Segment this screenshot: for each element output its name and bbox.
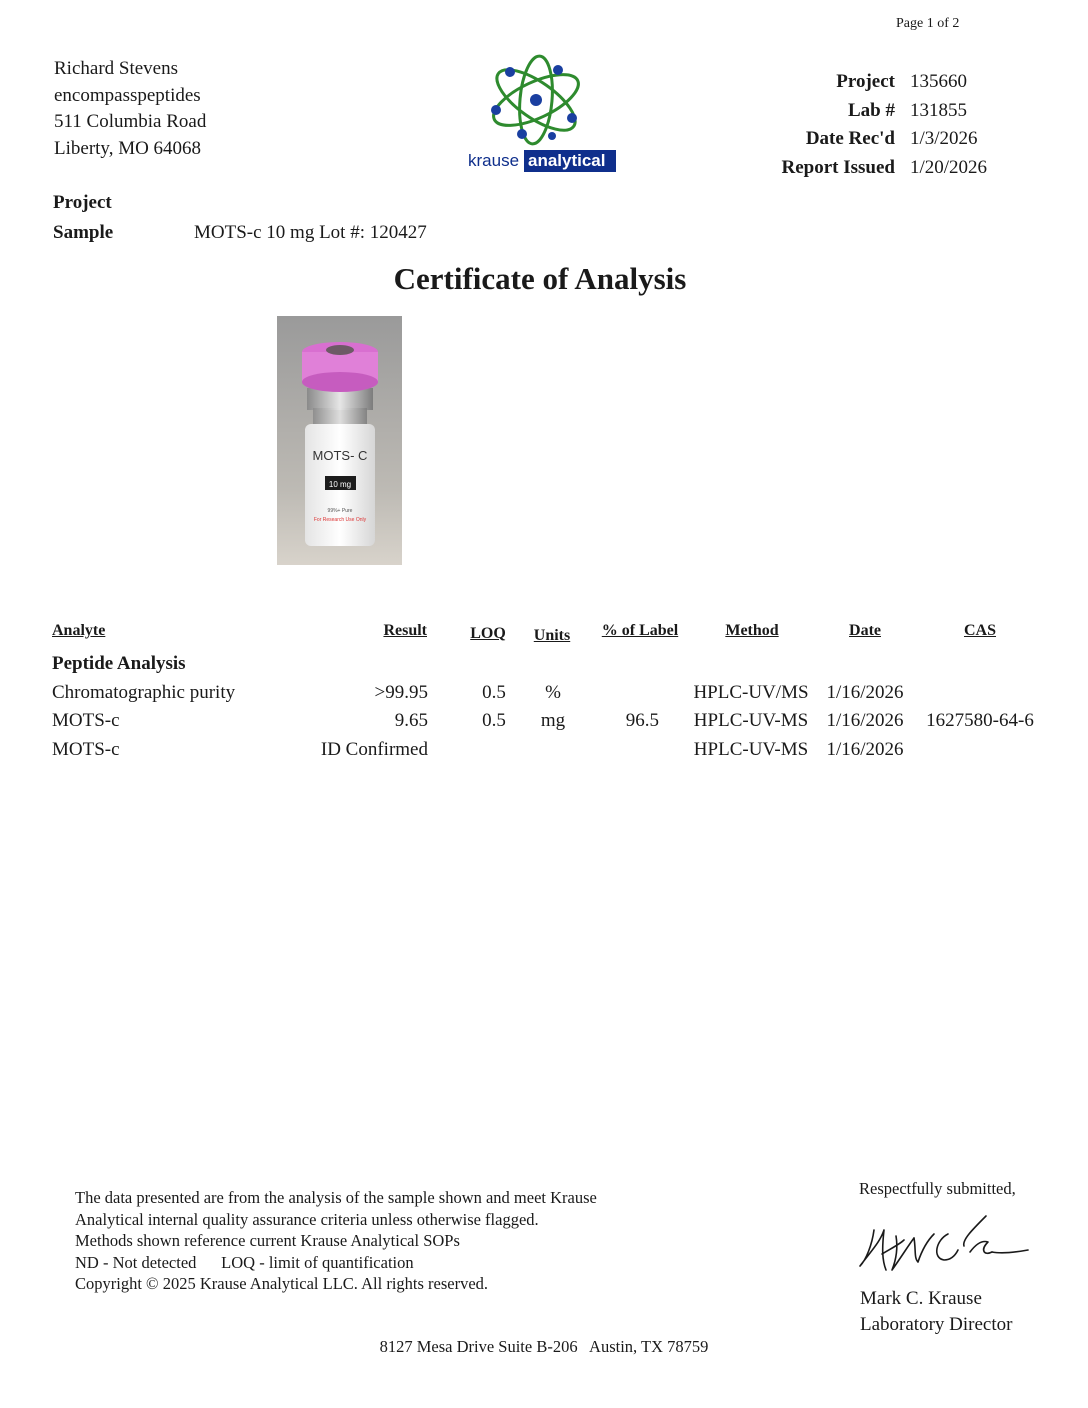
- lab-address: 8127 Mesa Drive Suite B-206 Austin, TX 78759: [379, 1337, 709, 1356]
- header-date: Date: [849, 622, 881, 639]
- header-units: Units: [533, 627, 571, 644]
- row2-units: mg: [540, 710, 566, 731]
- vial-dose-text: 10 mg: [328, 480, 352, 489]
- row2-result: 9.65: [394, 710, 428, 731]
- footer-note-line: Methods shown reference current Krause Analytical SOPs: [75, 1231, 460, 1250]
- info-row-date-received: [760, 125, 987, 154]
- info-label: Date Rec'd: [805, 128, 895, 150]
- header-percent-of-label: % of Label: [601, 622, 679, 639]
- document-title: Certificate of Analysis: [393, 261, 687, 296]
- row1-result: >99.95: [374, 682, 428, 703]
- row2-analyte: MOTS-c: [52, 710, 120, 731]
- client-street: 511 Columbia Road: [54, 111, 207, 132]
- footer-note-line: ND - Not detected LOQ - limit of quantification: [75, 1252, 414, 1272]
- header-method: Method: [725, 622, 779, 639]
- footer-note-line: The data presented are from the analysis of the sample shown and meet Krause: [75, 1188, 597, 1207]
- header-analyte: Analyte: [52, 622, 106, 639]
- info-row-lab: [760, 97, 987, 126]
- client-name: Richard Stevens: [54, 58, 179, 79]
- footer-notes: [75, 1187, 597, 1295]
- report-info: [760, 68, 987, 182]
- info-value: 131855: [910, 99, 967, 121]
- row2-method: HPLC-UV-MS: [693, 710, 809, 731]
- sample-label: Sample: [53, 222, 114, 243]
- row2-loq: 0.5: [482, 710, 506, 731]
- row1-loq: 0.5: [482, 682, 506, 703]
- info-row-report-issued: [760, 154, 987, 183]
- logo-text-analytical: analytical: [528, 151, 606, 170]
- project-label: Project: [53, 192, 112, 213]
- row3-date: 1/16/2026: [826, 739, 904, 760]
- signatory-name: Mark C. Krause: [860, 1288, 982, 1309]
- row3-analyte: MOTS-c: [52, 739, 120, 760]
- client-company: encompasspeptides: [54, 84, 201, 106]
- header-loq: LOQ: [470, 625, 506, 642]
- row1-date: 1/16/2026: [826, 682, 904, 703]
- header-result: Result: [383, 622, 427, 639]
- logo-text-krause: krause: [468, 151, 520, 170]
- info-row-project: [760, 68, 987, 97]
- sample-vial-photo: [277, 316, 402, 565]
- row2-date: 1/16/2026: [826, 710, 904, 731]
- info-value: 135660: [910, 71, 967, 93]
- page-number: Page 1 of 2: [896, 16, 960, 31]
- vial-purity-text: 99%+ Pure: [327, 508, 353, 514]
- info-value: 1/3/2026: [910, 128, 978, 150]
- info-label: Lab #: [848, 99, 895, 121]
- row1-units: %: [545, 682, 561, 703]
- row1-method: HPLC-UV/MS: [693, 682, 809, 703]
- vial-label-text: MOTS- C: [312, 448, 368, 463]
- client-city: Liberty, MO 64068: [54, 137, 202, 159]
- info-value: 1/20/2026: [910, 156, 988, 178]
- row2-percent-of-label: 96.5: [625, 710, 659, 731]
- signatory-role: Laboratory Director: [860, 1314, 1013, 1335]
- krause-analytical-logo: [464, 52, 620, 176]
- signoff-closing: Respectfully submitted,: [859, 1179, 1016, 1198]
- row1-analyte: Chromatographic purity: [52, 682, 236, 703]
- header-cas: CAS: [963, 622, 997, 639]
- info-label: Report Issued: [781, 156, 895, 178]
- section-peptide-analysis: Peptide Analysis: [52, 653, 186, 674]
- info-label: Project: [836, 71, 895, 93]
- handwritten-signature: [852, 1200, 1032, 1280]
- row3-method: HPLC-UV-MS: [693, 739, 809, 760]
- sample-value: MOTS-c 10 mg Lot #: 120427: [194, 222, 427, 243]
- footer-note-line: Copyright © 2025 Krause Analytical LLC. All rights reserved.: [75, 1274, 489, 1293]
- row2-cas: 1627580-64-6: [926, 710, 1034, 731]
- client-address: [54, 56, 206, 162]
- footer-note-line: Analytical internal quality assurance criteria unless otherwise flagged.: [75, 1209, 539, 1229]
- row3-result: ID Confirmed: [320, 739, 428, 760]
- signatory: [860, 1286, 1012, 1338]
- vial-research-note: For Research Use Only: [313, 517, 367, 523]
